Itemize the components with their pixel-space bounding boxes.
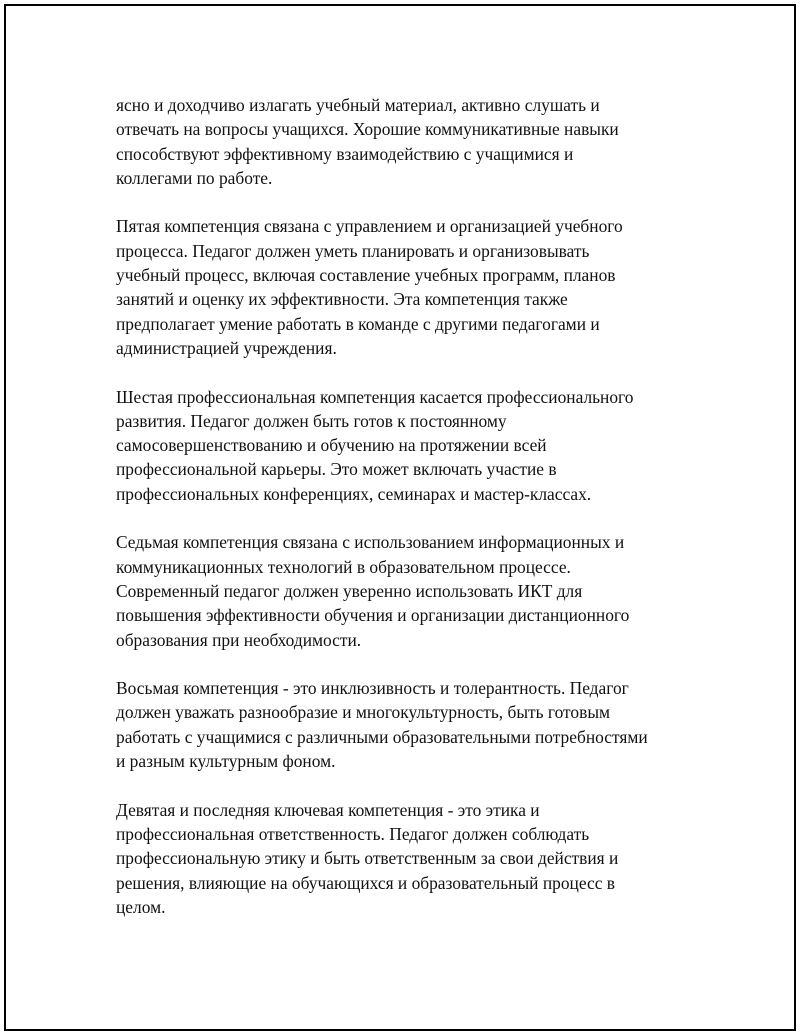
text-line: способствуют эффективному взаимодействию с учащимися и [116, 143, 574, 164]
text-line: процесса. Педагог должен уметь планировать и организовывать [116, 240, 590, 261]
paragraph-seventh-competence [116, 530, 716, 651]
paragraph-eighth-competence [116, 676, 716, 773]
text-line: Девятая и последняя ключевая компетенция - это этика и [116, 799, 540, 820]
text-line: должен уважать разнообразие и многокультурность, быть готовым [116, 702, 611, 723]
text-line: Седьмая компетенция связана с использованием информационных и [116, 532, 625, 553]
text-line: предполагает умение работать в команде с другими педагогами и [116, 313, 600, 334]
text-line: учебный процесс, включая составление учебных программ, планов [116, 265, 616, 286]
text-line: развития. Педагог должен быть готов к постоянному [116, 410, 507, 431]
document-body [116, 93, 716, 943]
text-line: образования при необходимости. [116, 629, 362, 650]
text-line: работать с учащимися с различными образовательными потребностями [116, 726, 648, 747]
text-line: коллегами по работе. [116, 167, 273, 188]
paragraph-communication [116, 93, 716, 190]
paragraph-fifth-competence [116, 214, 716, 360]
text-line: Шестая профессиональная компетенция касается профессионального [116, 386, 634, 407]
text-line: самосовершенствованию и обучению на протяжении всей [116, 435, 547, 456]
text-line: администрацией учреждения. [116, 337, 337, 358]
text-line: Пятая компетенция связана с управлением и организацией учебного [116, 216, 623, 237]
text-line: профессиональную этику и быть ответственным за свои действия и [116, 848, 619, 869]
text-line: профессиональной карьеры. Это может включать участие в [116, 459, 557, 480]
text-line: занятий и оценку их эффективности. Эта компетенция также [116, 289, 568, 310]
text-line: Современный педагог должен уверенно использовать ИКТ для [116, 580, 583, 601]
text-line: отвечать на вопросы учащихся. Хорошие коммуникативные навыки [116, 119, 619, 140]
text-line: коммуникационных технологий в образовательном процессе. [116, 556, 571, 577]
text-line: решения, влияющие на обучающихся и образовательный процесс в [116, 872, 615, 893]
text-line: и разным культурным фоном. [116, 751, 336, 772]
text-line: профессиональная ответственность. Педагог должен соблюдать [116, 823, 590, 844]
text-line: целом. [116, 896, 166, 917]
paragraph-ninth-competence [116, 798, 716, 919]
text-line: Восьмая компетенция - это инклюзивность и толерантность. Педагог [116, 678, 629, 699]
text-line: повышения эффективности обучения и организации дистанционного [116, 605, 630, 626]
text-line: ясно и доходчиво излагать учебный материал, активно слушать и [116, 95, 600, 115]
text-line: профессиональных конференциях, семинарах и мастер-классах. [116, 483, 592, 504]
paragraph-sixth-competence [116, 385, 716, 506]
